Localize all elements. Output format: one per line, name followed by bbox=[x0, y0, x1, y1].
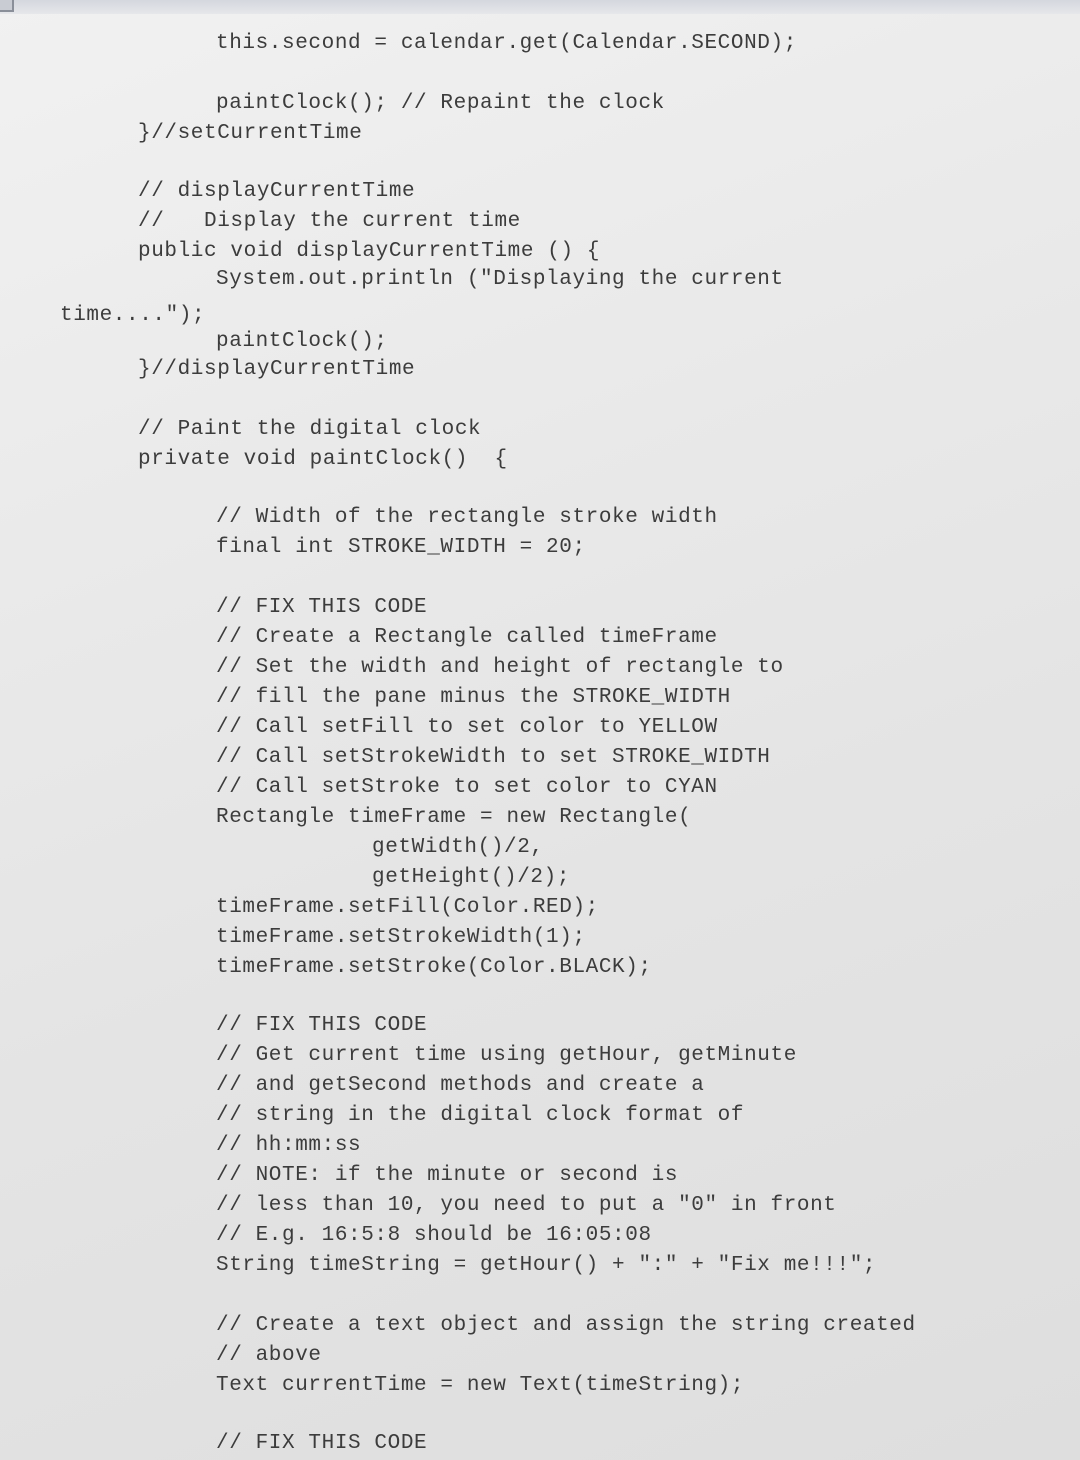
code-line: // fill the pane minus the STROKE_WIDTH bbox=[216, 686, 731, 709]
code-line: // string in the digital clock format of bbox=[216, 1104, 745, 1127]
code-line: System.out.println ("Displaying the current bbox=[216, 268, 784, 291]
code-line: // Width of the rectangle stroke width bbox=[216, 506, 718, 529]
code-line: time...."); bbox=[60, 304, 206, 327]
code-line: // E.g. 16:5:8 should be 16:05:08 bbox=[216, 1224, 652, 1247]
code-line: // Set the width and height of rectangle to bbox=[216, 656, 784, 679]
code-line: this.second = calendar.get(Calendar.SECOND); bbox=[216, 32, 797, 55]
code-line: timeFrame.setFill(Color.RED); bbox=[216, 896, 599, 919]
window-top-edge bbox=[0, 0, 1080, 14]
code-line: }//displayCurrentTime bbox=[138, 358, 416, 381]
code-line: Rectangle timeFrame = new Rectangle( bbox=[216, 806, 692, 829]
code-line: timeFrame.setStroke(Color.BLACK); bbox=[216, 956, 652, 979]
code-line: Text currentTime = new Text(timeString); bbox=[216, 1374, 745, 1397]
code-line: getHeight()/2); bbox=[372, 866, 571, 889]
code-line: timeFrame.setStrokeWidth(1); bbox=[216, 926, 586, 949]
code-line: // Create a text object and assign the string created bbox=[216, 1314, 916, 1337]
code-line: // FIX THIS CODE bbox=[216, 1014, 428, 1037]
code-line: public void displayCurrentTime () { bbox=[138, 240, 601, 263]
code-line: // displayCurrentTime bbox=[138, 180, 416, 203]
code-line: }//setCurrentTime bbox=[138, 122, 363, 145]
window-corner-icon bbox=[0, 0, 14, 12]
code-editor[interactable] bbox=[0, 14, 1080, 1460]
code-line: // less than 10, you need to put a "0" in front bbox=[216, 1194, 837, 1217]
code-line: String timeString = getHour() + ":" + "Fix me!!!"; bbox=[216, 1254, 877, 1277]
code-line: final int STROKE_WIDTH = 20; bbox=[216, 536, 586, 559]
code-line: getWidth()/2, bbox=[372, 836, 544, 859]
code-line: paintClock(); bbox=[216, 330, 388, 353]
code-line: // FIX THIS CODE bbox=[216, 1432, 428, 1455]
code-line: // and getSecond methods and create a bbox=[216, 1074, 705, 1097]
code-line: // Paint the digital clock bbox=[138, 418, 482, 441]
code-line: // Call setStroke to set color to CYAN bbox=[216, 776, 718, 799]
code-line: // Create a Rectangle called timeFrame bbox=[216, 626, 718, 649]
code-line: paintClock(); // Repaint the clock bbox=[216, 92, 665, 115]
code-line: // NOTE: if the minute or second is bbox=[216, 1164, 679, 1187]
code-line: // FIX THIS CODE bbox=[216, 596, 428, 619]
code-line: // hh:mm:ss bbox=[216, 1134, 362, 1157]
code-line: // Get current time using getHour, getMinute bbox=[216, 1044, 797, 1067]
code-line: // Call setFill to set color to YELLOW bbox=[216, 716, 718, 739]
code-line: // above bbox=[216, 1344, 322, 1367]
code-line: private void paintClock() { bbox=[138, 448, 508, 471]
code-line: // Call setStrokeWidth to set STROKE_WIDTH bbox=[216, 746, 771, 769]
code-line: // Display the current time bbox=[138, 210, 521, 233]
